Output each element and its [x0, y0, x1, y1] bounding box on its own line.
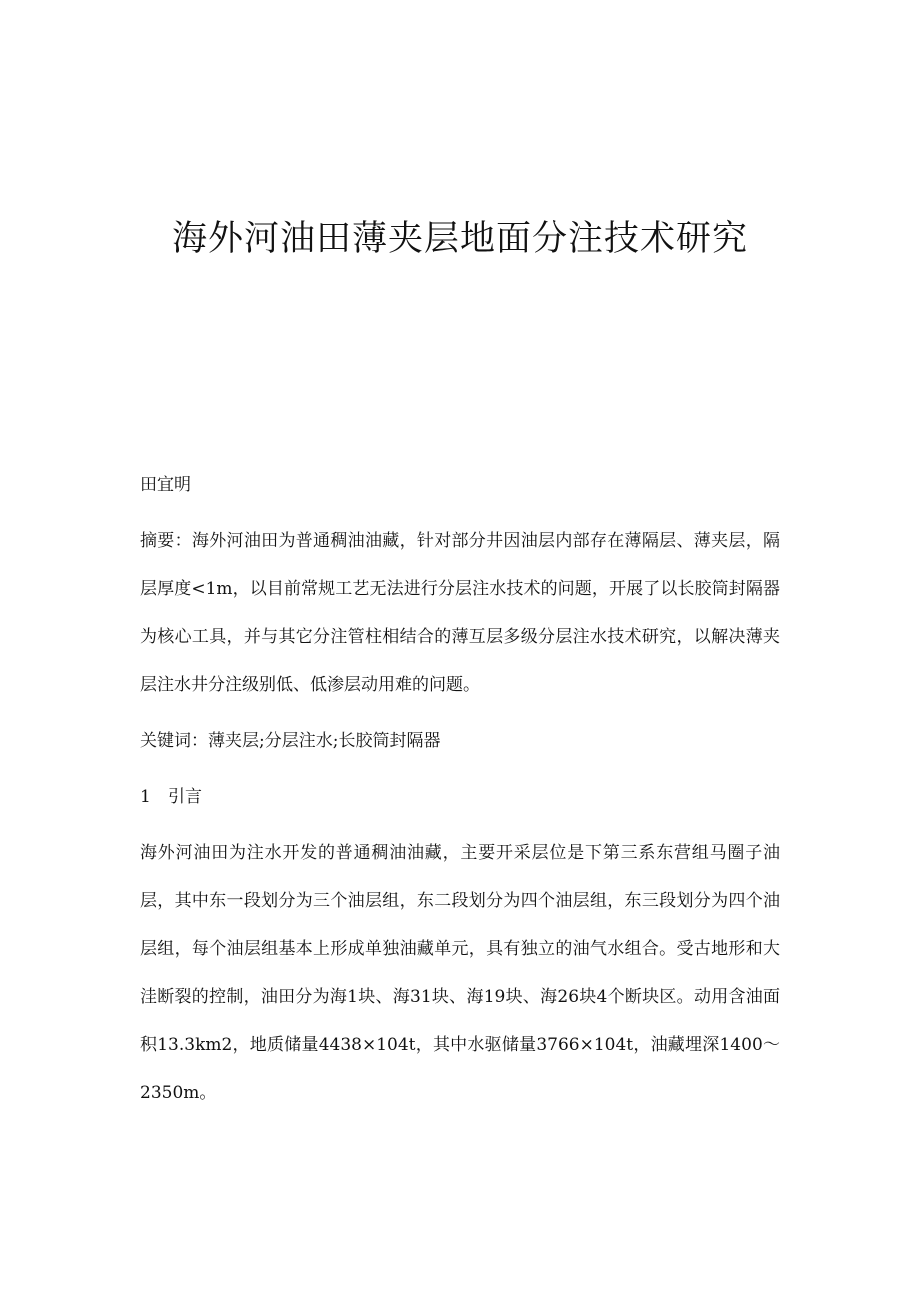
body-paragraph: 海外河油田为注水开发的普通稠油油藏，主要开采层位是下第三系东营组马圈子油层，其中东一段划分为三个油层组，东二段划分为四个油层组，东三段划分为四个油层组，每个油层组基本上形成单独油藏单元，具有独立的油气水组合。受古地形和大洼断裂的控制，油田分为海1块、海31块、海19块、海26块4个断块区。动用含油面积13.3km2，地质储量4438×104t，其中水驱储量3766×104t，油藏埋深1400～2350m。 — [140, 843, 780, 1103]
section-number: 1 — [140, 787, 151, 807]
document-title: 海外河油田薄夹层地面分注技术研究 — [171, 219, 748, 259]
abstract-paragraph: 摘要：海外河油田为普通稠油油藏，针对部分井因油层内部存在薄隔层、薄夹层，隔层厚度<1m，以目前常规工艺无法进行分层注水技术的问题，开展了以长胶筒封隔器为核心工具，并与其它分注管柱相结合的薄互层多级分层注水技术研究，以解决薄夹层注水井分注级别低、低渗层动用难的问题。 — [140, 531, 780, 695]
section-title: 引言 — [168, 787, 202, 807]
keywords-line: 关键词：薄夹层;分层注水;长胶筒封隔器 — [140, 731, 441, 751]
section-heading — [140, 773, 780, 821]
author-name: 田宜明 — [140, 475, 191, 495]
